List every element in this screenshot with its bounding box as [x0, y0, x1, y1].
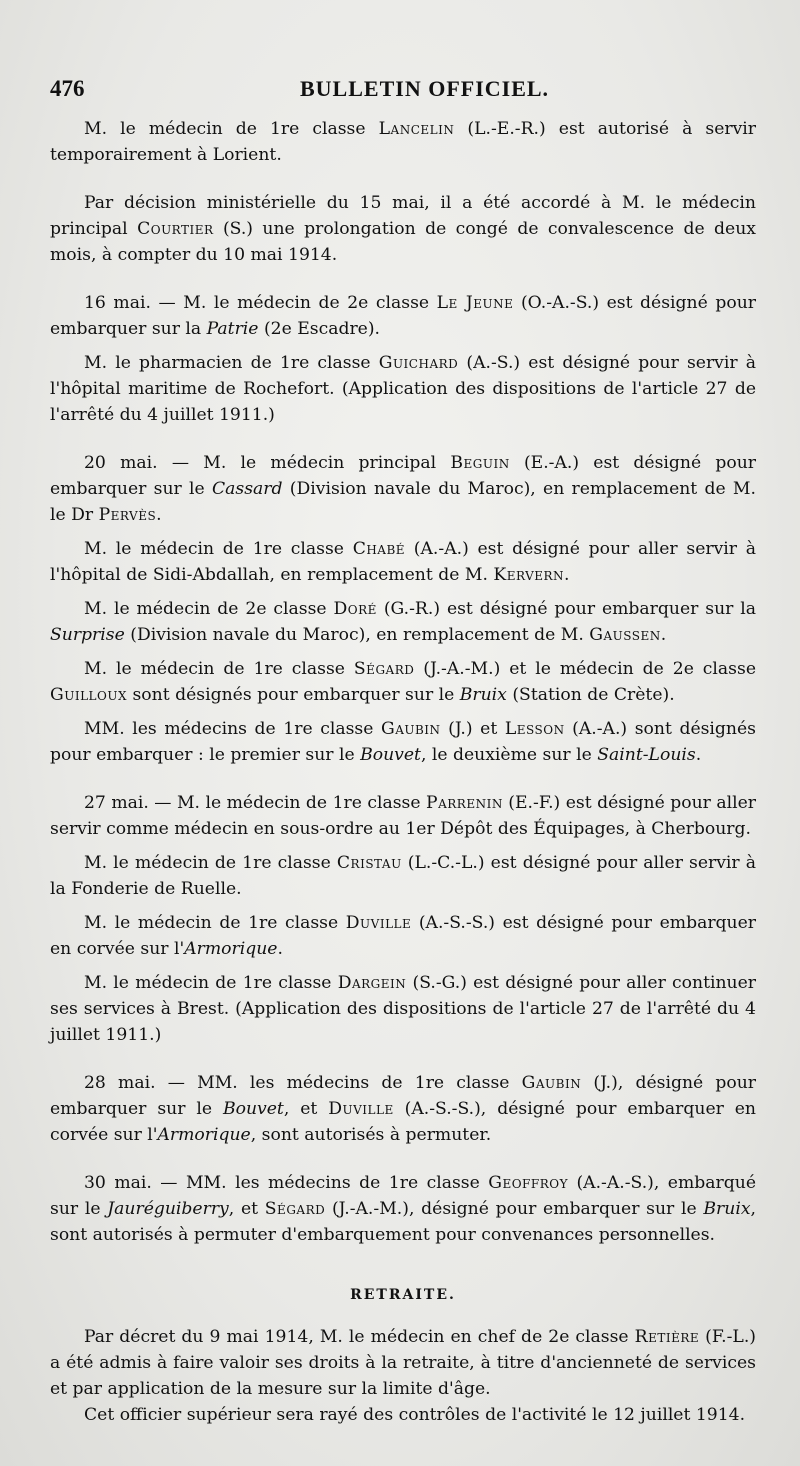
paragraph-text: Par décret du 9 mai 1914, M. le médecin en chef de 2e classe: [84, 1327, 635, 1347]
ship-name: Patrie: [206, 319, 259, 339]
paragraph-text: M. le médecin de 1re classe: [84, 973, 338, 993]
ship-name: Cassard: [212, 479, 283, 499]
paragraph: [50, 1402, 756, 1428]
person-name: Beguin: [450, 453, 510, 473]
paragraph-text: Cet officier supérieur sera rayé des contrôles de l'activité le 12 juillet 1914.: [84, 1405, 746, 1425]
paragraph: [50, 716, 756, 768]
paragraph-text: 20 mai. — M. le médecin principal: [84, 453, 451, 473]
paragraph: [50, 1170, 756, 1248]
paragraph-text: .: [695, 745, 702, 765]
paragraph-text: (2e Escadre).: [258, 319, 381, 339]
person-name: Duville: [345, 913, 412, 933]
paragraph: [50, 350, 756, 428]
paragraph-text: 28 mai. — MM. les médecins de 1re classe: [84, 1073, 522, 1093]
running-title: BULLETIN OFFICIEL.: [300, 76, 550, 101]
paragraph-text: (J.), désigné pour embarquer sur le: [50, 1073, 757, 1119]
paragraph-text: (A.-S.-S.), désigné pour embarquer en corvée sur l': [50, 1099, 756, 1145]
person-name: Dargein: [337, 973, 407, 993]
decisions-section: [50, 116, 756, 1248]
paragraph: [50, 1070, 756, 1148]
section-title-retraite: RETRAITE.: [350, 1287, 456, 1303]
person-name: Doré: [333, 599, 377, 619]
page-header: [50, 76, 756, 116]
paragraph-text: (L.-E.-R.) est autorisé à servir temporairement à Lorient.: [50, 119, 757, 165]
paragraph-text: (J.-A.-M.) et le médecin de 2e classe: [414, 659, 756, 679]
page-number: 476: [50, 76, 85, 101]
ship-name: Armorique: [157, 1125, 251, 1145]
person-name: Gaussen.: [589, 625, 667, 645]
retraite-section: [50, 1324, 756, 1428]
paragraph-text: MM. les médecins de 1re classe: [84, 719, 381, 739]
paragraph-text: , et: [283, 1099, 329, 1119]
paragraph-text: (F.-L.) a été admis à faire valoir ses droits à la retraite, à titre d'ancienneté de services et par application de la mesure sur la limite d'âge.: [50, 1327, 756, 1399]
paragraph-text: , sont autorisés à permuter d'embarquement pour convenances personnelles.: [50, 1199, 756, 1245]
paragraph-text: (S.-G.) est désigné pour aller continuer ses services à Brest. (Application des dispositions de l'article 27 de l'arrêté du 4 juillet 1911.): [50, 973, 756, 1045]
person-name: Duville: [328, 1099, 394, 1119]
paragraph-text: (E.-A.) est désigné pour embarquer sur le: [50, 453, 756, 499]
person-name: Kervern.: [493, 565, 571, 585]
paragraph: [50, 190, 756, 268]
document-page: [50, 76, 756, 1428]
paragraph-text: 30 mai. — MM. les médecins de 1re classe: [84, 1173, 489, 1193]
paragraph: [50, 536, 756, 588]
paragraph-text: (J.) et: [440, 719, 505, 739]
person-name: Le Jeune: [436, 293, 514, 313]
paragraph-text: , le deuxième sur le: [420, 745, 598, 765]
person-name: Courtier: [137, 219, 214, 239]
ship-name: Bruix: [459, 685, 507, 705]
paragraph: [50, 656, 756, 708]
paragraph-text: M. le médecin de 1re classe: [84, 119, 379, 139]
paragraph: [50, 790, 756, 842]
person-name: Gaubin: [380, 719, 441, 739]
paragraph-text: M. le médecin de 2e classe: [84, 599, 334, 619]
paragraph-text: sont désignés pour embarquer sur le: [127, 685, 460, 705]
paragraph: [50, 970, 756, 1048]
paragraph-text: (J.-A.-M.), désigné pour embarquer sur le: [325, 1199, 704, 1219]
ship-name: Bouvet: [222, 1099, 284, 1119]
paragraph-text: (G.-R.) est désigné pour embarquer sur la: [376, 599, 757, 619]
paragraph-text: (A.-A.-S.), embarqué sur le: [50, 1173, 756, 1219]
ship-name: Bouvet: [360, 745, 421, 765]
paragraph: [50, 290, 756, 342]
ship-name: Armorique: [184, 939, 278, 959]
paragraph-text: M. le médecin de 1re classe: [84, 659, 354, 679]
ship-name: Bruix: [703, 1199, 751, 1219]
ship-name: Saint-Louis: [597, 745, 696, 765]
paragraph-text: M. le médecin de 1re classe: [84, 539, 353, 559]
paragraph-text: .: [277, 939, 283, 959]
paragraph: [50, 1324, 756, 1402]
person-name: Ségard: [353, 659, 415, 679]
paragraph-text: (A.-A.) est désigné pour aller servir à l'hôpital de Sidi-Abdallah, en remplacement de M.: [50, 539, 756, 585]
person-name: Lesson: [504, 719, 565, 739]
paragraph: [50, 850, 756, 902]
paragraph-text: (L.-C.-L.) est désigné pour aller servir à la Fonderie de Ruelle.: [50, 853, 756, 899]
paragraph-text: (E.-F.) est désigné pour aller servir comme médecin en sous-ordre au 1er Dépôt des Équipages, à Cherbourg.: [50, 793, 756, 839]
ship-name: Jauréguiberry: [107, 1199, 229, 1219]
paragraph-text: (O.-A.-S.) est désigné pour embarquer sur la: [50, 293, 756, 339]
paragraph-text: , sont autorisés à permuter.: [250, 1125, 492, 1145]
person-name: Geoffroy: [488, 1173, 569, 1193]
person-name: Ségard: [264, 1199, 326, 1219]
paragraph: [50, 910, 756, 962]
paragraph-text: (Division navale du Maroc), en remplacement de M. le Dr: [50, 479, 756, 525]
paragraph-text: , et: [228, 1199, 265, 1219]
paragraph-text: M. le médecin de 1re classe: [84, 853, 337, 873]
ship-name: Surprise: [50, 625, 125, 645]
paragraph-text: 27 mai. — M. le médecin de 1re classe: [84, 793, 427, 813]
person-name: Guilloux: [50, 685, 128, 705]
person-name: Guichard: [378, 353, 459, 373]
person-name: Retière: [634, 1327, 700, 1347]
paragraph: [50, 596, 756, 648]
paragraph: [50, 116, 756, 168]
person-name: Gaubin: [521, 1073, 582, 1093]
paragraph-text: (Station de Crète).: [506, 685, 675, 705]
paragraph-text: M. le médecin de 1re classe: [84, 913, 346, 933]
paragraph-text: (A.-A.) sont désignés pour embarquer : le premier sur le: [50, 719, 756, 765]
paragraph-text: (Division navale du Maroc), en remplacement de M.: [124, 625, 590, 645]
paragraph-text: (A.-S.-S.) est désigné pour embarquer en corvée sur l': [50, 913, 757, 959]
person-name: Cristau: [336, 853, 402, 873]
paragraph-text: (A.-S.) est désigné pour servir à l'hôpital maritime de Rochefort. (Application des dispositions de l'article 27 de l'arrêté du 4 juillet 1911.): [50, 353, 756, 425]
person-name: Lancelin: [378, 119, 455, 139]
person-name: Parrenin: [426, 793, 503, 813]
paragraph-text: (S.) une prolongation de congé de convalescence de deux mois, à compter du 10 mai 1914.: [50, 219, 756, 265]
paragraph-text: M. le pharmacien de 1re classe: [84, 353, 379, 373]
person-name: Chabé: [352, 539, 406, 559]
paragraph: [50, 450, 756, 528]
paragraph-text: Par décision ministérielle du 15 mai, il a été accordé à M. le médecin principal: [50, 193, 756, 239]
person-name: Pervès.: [98, 505, 163, 525]
paragraph-text: 16 mai. — M. le médecin de 2e classe: [84, 293, 437, 313]
